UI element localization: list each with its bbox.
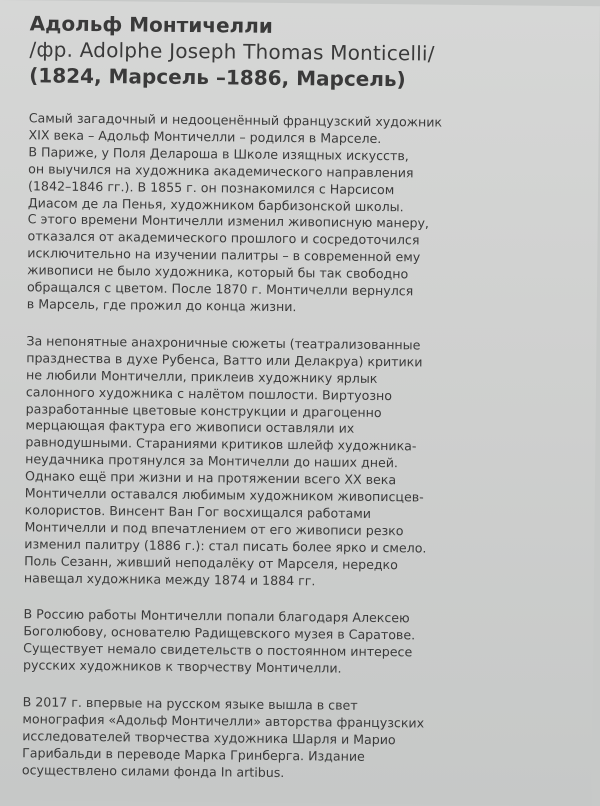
paragraph-1 [27,110,585,319]
text-line: Монтичелли и под впечатлением от его живописи резко [24,519,404,539]
text-line: В Россию работы Монтичелли попали благодаря Алексею [23,606,410,626]
text-line: равнодушными. Стараниями критиков шлейф художника- [25,434,417,454]
text-line: монография «Адольф Монтичелли» авторства французских [22,711,425,731]
text-line: изменил палитру (1886 г.): стал писать более ярко и смело. [24,536,427,556]
placard-body [22,110,585,784]
placard-heading [29,10,586,94]
text-line: В 2017 г. впервые на русском языке вышла в свет [22,694,358,713]
paragraph-3 [23,607,580,680]
text-line: салонного художника с налётом пошлости. Виртуозно [25,383,393,403]
text-line: он выучился на художника академического направления [28,161,414,181]
text-line: Поль Сезанн, живший неподалёку от Марселя, нередко [24,552,399,572]
artist-name-fr: /фр. Adolphe Joseph Thomas Monticelli/ [29,37,435,66]
text-line: исследователей творчества художника Шарля и Марио [22,728,396,748]
text-line: Боголюбову, основателю Радищевского музея в Саратове. [23,623,416,643]
artist-dates: (1824, Марсель –1886, Марсель) [29,63,406,92]
text-line: обращался с цветом. После 1870 г. Монтичелли вернулся [26,279,414,299]
text-line: В Париже, у Поля Делароша в Школе изящных искусств, [28,144,409,164]
text-line: Гарибальди в переводе Марка Гринберга. Издание [22,745,365,764]
text-line: отказался от академического прошлого и сосредоточился [27,228,420,248]
text-line: осуществлено силами фонда In artibus. [21,761,285,780]
paragraph-2 [24,333,583,592]
text-line: разработанные цветовые конструкции и драгоценно [25,400,382,420]
text-line: празднества в духе Рубенса, Ватто или Делакруа) критики [26,350,423,370]
text-line: исключительно на изучении палитры – в современной ему [27,245,421,265]
text-line: Диасом де ла Пенья, художником барбизонской школы. [27,194,404,214]
text-line: (1842–1846 гг.). В 1855 г. он познакомился с Нарсисом [27,177,395,197]
text-line: За непонятные анахроничные сюжеты (театрализованные [26,333,421,353]
text-line: XIX века – Адольф Монтичелли – родился в Марселе. [28,127,382,146]
text-line: мерцающая фактура его живописи оставляли их [25,417,355,437]
paragraph-4 [22,694,579,784]
text-line: не любили Монтичелли, приклеив художнику ярлык [26,366,378,386]
artist-name-ru: Адольф Монтичелли [29,11,274,38]
text-line: неудачника протянулся за Монтичелли до наших дней. [25,451,399,471]
text-line: навещал художника между 1874 и 1884 гг. [23,569,316,588]
text-line: Однако ещё при жизни и на протяжении всего XX века [24,468,397,488]
text-line: Существует немало свидетельств о постоянном интересе [23,640,413,660]
text-line: С этого времени Монтичелли изменил живописную манеру, [27,211,430,231]
text-line: русских художников к творчеству Монтичелли. [22,657,342,676]
text-line: Монтичелли оставался любимым художником живописцев- [24,485,424,505]
text-line: колористов. Винсент Ван Гог восхищался работами [24,502,372,521]
text-line: Самый загадочный и недооценённый французский художник [28,110,443,130]
text-line: живописи не было художника, который бы так свободно [27,262,409,282]
text-line: в Марсель, где прожил до конца жизни. [26,296,297,315]
